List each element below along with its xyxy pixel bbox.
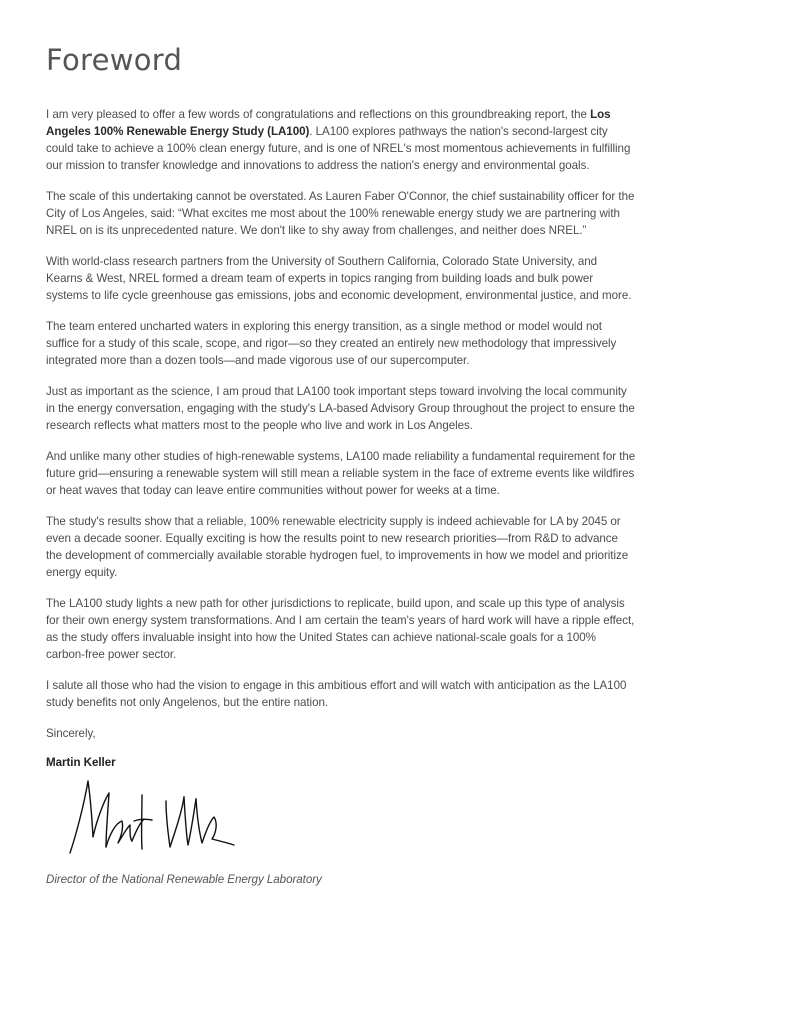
paragraph-intro-rest: . LA100 explores pathways the nation's second-largest city could take to achieve a 100% clean energy future, and is one of NREL's most momentous achievements in fulfilling our mission to transfer knowledge and innovations to address the nation's energy and environmental goals. xyxy=(46,125,631,172)
paragraph-path: The LA100 study lights a new path for other jurisdictions to replicate, build upon, and scale up this type of analysis for their own energy system transformations. And I am certain the team's years of hard work will have a ripple effect, as the study offers invaluable insight into how the United States can achieve national-scale goals for a 100% carbon-free power sector. xyxy=(46,597,635,661)
handwritten-signature-icon xyxy=(66,775,236,857)
paragraph-methodology: The team entered uncharted waters in exploring this energy transition, as a single method or model would not suffice for a study of this scale, scope, and rigor—so they created an entirely new methodology that impressively integrated more than a dozen tools—and made vigorous use of our supercomputer. xyxy=(46,320,617,367)
paragraph-results: The study's results show that a reliable, 100% renewable electricity supply is indeed achievable for LA by 2045 or even a decade sooner. Equally exciting is how the results point to new research priorities—from R&D to advance the development of commercially available storable hydrogen fuel, to improvements in how we model and prioritize energy equity. xyxy=(46,515,629,579)
closing-salutation: Sincerely, xyxy=(46,727,96,740)
study-name: Los Angeles 100% Renewable Energy Study (LA100) xyxy=(46,108,611,138)
signer-title: Director of the National Renewable Energy Laboratory xyxy=(46,873,322,886)
foreword-page xyxy=(46,40,636,888)
paragraph-scale: The scale of this undertaking cannot be overstated. As Lauren Faber O'Connor, the chief sustainability officer for the City of Los Angeles, said: “What excites me most about the 100% renewable energy study we are partnering with NREL on is its unprecedented nature. We don't like to shy away from challenges, and neither does NREL.” xyxy=(46,190,635,237)
paragraph-intro xyxy=(46,106,636,174)
paragraph-reliability: And unlike many other studies of high-renewable systems, LA100 made reliability a fundamental requirement for the future grid—ensuring a renewable system will still mean a reliable system in the face of extreme events like wildfires or heat waves that today can leave entire communities without power for weeks at a time. xyxy=(46,450,636,497)
signer-name: Martin Keller xyxy=(46,756,116,769)
paragraph-partners: With world-class research partners from the University of Southern California, Colorado State University, and Kearns & West, NREL formed a dream team of experts in topics ranging from building loads and bulk power systems to life cycle greenhouse gas emissions, jobs and economic development, environmental justice, and more. xyxy=(46,255,632,302)
paragraph-community: Just as important as the science, I am proud that LA100 took important steps toward involving the local community in the energy conversation, engaging with the study's LA-based Advisory Group throughout the project to ensure the research reflects what matters most to the people who live and work in Los Angeles. xyxy=(46,385,635,432)
page-title: Foreword xyxy=(46,43,183,77)
paragraph-salute: I salute all those who had the vision to engage in this ambitious effort and will watch with anticipation as the LA100 study benefits not only Angelenos, but the entire nation. xyxy=(46,679,627,709)
paragraph-intro-lead: I am very pleased to offer a few words of congratulations and reflections on this groundbreaking report, the xyxy=(46,108,591,121)
